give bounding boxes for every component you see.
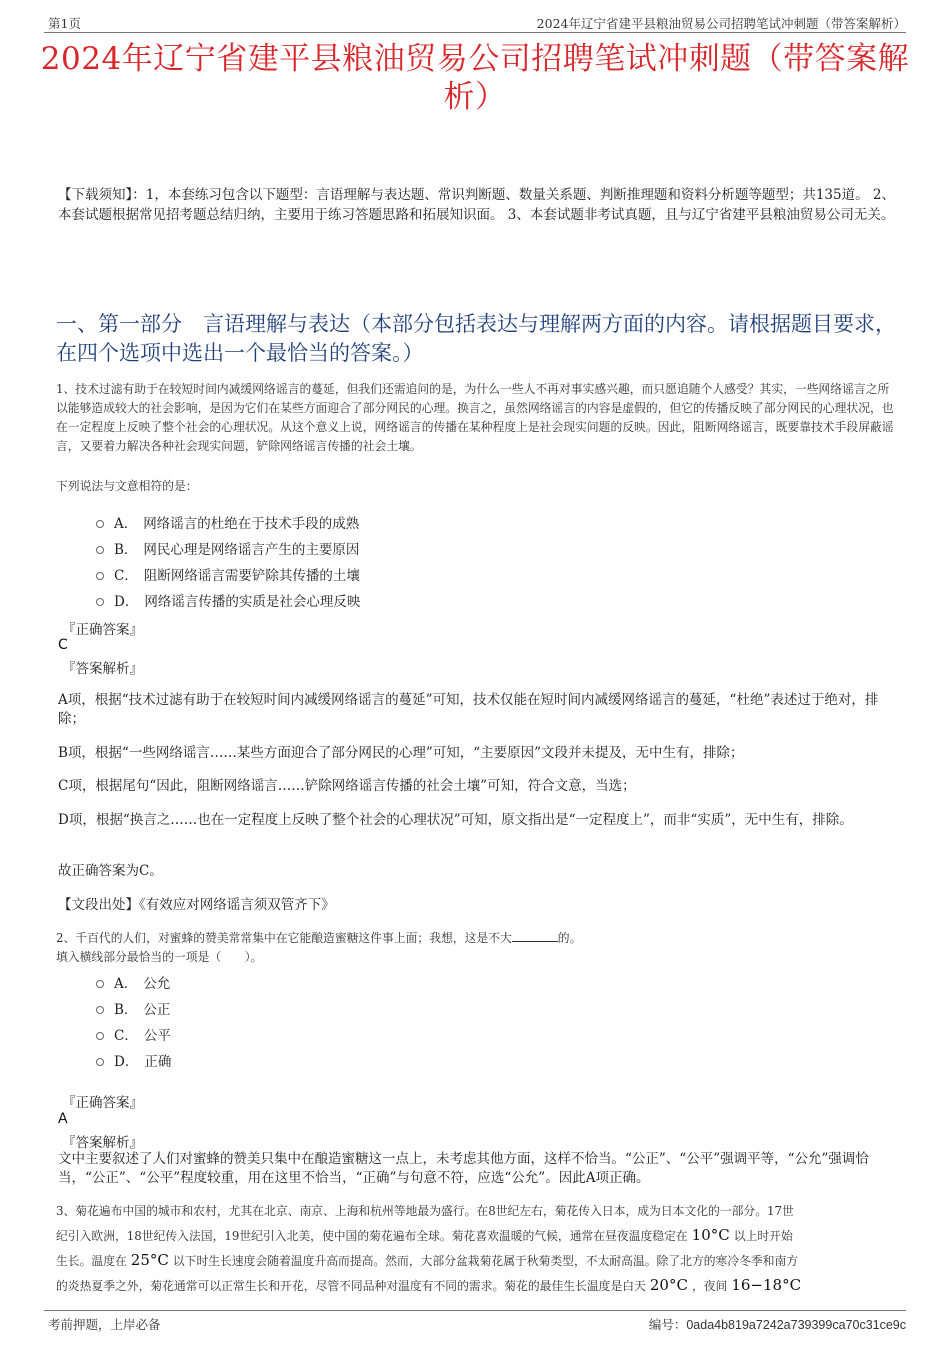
q3-line-3 [56, 1248, 901, 1273]
q3-line-4-mid: ，夜间 [691, 1279, 728, 1293]
q1-source: 【文段出处】《有效应对网络谣言须双管齐下》 [58, 897, 335, 913]
q2-text-before: 2、千百代的人们，对蜜蜂的赞美常常集中在它能酿造蜜糖这件事上面；我想，这是不大 [56, 931, 512, 945]
q2-stem [56, 929, 901, 948]
temp-16-18c: 16−18°C [731, 1276, 802, 1294]
q1-answer: C [58, 637, 68, 653]
q1-passage: 1、技术过滤有助于在较短时间内减缓网络谣言的蔓延，但我们还需追问的是，为什么一些人不再对事实感兴趣，而只愿追随个人感受？其实，一些网络谣言之所以能够造成较大的社会影响，是因为它们在某些方面迎合了部分网民的心理。换言之，虽然网络谣言的内容是虚假的，但它的传播反映了部分网民的心理状况，也在一定程度上反映了整个社会的心理状况。从这个意义上说，网络谣言的传播在某种程度上是社会现实问题的反映。因此，阻断网络谣言，既要靠技术手段屏蔽谣言，又要着力解决各种社会现实问题，铲除网络谣言传播的社会土壤。 [56, 382, 894, 453]
radio-icon[interactable] [96, 598, 104, 606]
q3-line-4 [56, 1273, 901, 1298]
header-doc-title: 2024年辽宁省建平县粮油贸易公司招聘笔试冲刺题（带答案解析） [536, 16, 906, 31]
q1-analysis-b: B项，根据“一些网络谣言……某些方面迎合了部分网民的心理”可知，“主要原因”文段并未提及，无中生有，排除； [58, 745, 744, 761]
option-letter: D． [114, 594, 139, 610]
q2-option-b[interactable] [96, 995, 171, 1021]
q2-text-after: 的。 [557, 931, 582, 945]
q2-options [96, 969, 171, 1073]
radio-icon[interactable] [96, 1032, 104, 1040]
q1-prompt: 下列说法与文意相符的是： [56, 479, 198, 493]
radio-icon[interactable] [96, 980, 104, 988]
option-text: 公正 [143, 1002, 171, 1018]
option-letter: A． [114, 516, 138, 532]
option-text: 网络谣言传播的实质是社会心理反映 [144, 594, 361, 610]
option-text: 网络谣言的杜绝在于技术手段的成熟 [143, 516, 360, 532]
q3-passage [56, 1199, 901, 1298]
option-text: 公平 [143, 1028, 171, 1044]
radio-icon[interactable] [96, 546, 104, 554]
header-divider [44, 32, 906, 33]
option-text: 公允 [143, 976, 171, 992]
q1-answer-label: 『正确答案』 [62, 622, 143, 638]
download-notice: 【下载须知】：1，本套练习包含以下题型：言语理解与表达题、常识判断题、数量关系题、判断推理题和资料分析题等题型；共135道。 2、本套试题根据常见招考题总结归纳，主要用于练习答题思路和拓展知识面。 3、本套试题非考试真题，且与辽宁省建平县粮油贸易公司无关。 [58, 187, 895, 223]
radio-icon[interactable] [96, 1058, 104, 1066]
footer-code [649, 1315, 906, 1333]
footer-divider [44, 1310, 906, 1311]
temp-10c: 10°C [691, 1226, 730, 1244]
q1-conclusion: 故正确答案为C。 [58, 863, 163, 879]
q3-line-2 [56, 1223, 901, 1248]
footer-code-label: 编号： [648, 1317, 687, 1332]
q1-analysis-a: A项，根据“技术过滤有助于在较短时间内减缓网络谣言的蔓延”可知，技术仅能在短时间内减缓网络谣言的蔓延，“杜绝”表述过于绝对，排除； [58, 692, 879, 727]
page-title: 2024年辽宁省建平县粮油贸易公司招聘笔试冲刺题（带答案解析） [40, 41, 910, 115]
q3-line-3-text: 以下时生长速度会随着温度升高而提高。然而，大部分盆栽菊花属于秋菊类型，不太耐高温。除了北方的寒冷冬季和南方 [172, 1254, 799, 1268]
option-text: 网民心理是网络谣言产生的主要原因 [143, 542, 360, 558]
radio-icon[interactable] [96, 520, 104, 528]
radio-icon[interactable] [96, 572, 104, 580]
q1-option-b[interactable] [96, 535, 360, 561]
radio-icon[interactable] [96, 1006, 104, 1014]
section-heading: 一、第一部分 言语理解与表达（本部分包括表达与理解两方面的内容。请根据题目要求，在四个选项中选出一个最恰当的答案。） [56, 312, 896, 365]
q3-line-4-text: 的炎热夏季之外，菊花通常可以正常生长和开花，尽管不同品种对温度有不同的需求。菊花的最佳生长温度是白天 [56, 1279, 646, 1293]
option-letter: B． [114, 1002, 138, 1018]
option-text: 正确 [144, 1054, 172, 1070]
q2-answer-label: 『正确答案』 [62, 1095, 143, 1111]
option-letter: B． [114, 542, 138, 558]
q2-option-d[interactable] [96, 1047, 171, 1073]
page-number: 第1页 [48, 16, 81, 31]
q3-line-2-text: 纪引入欧洲，18世纪传入法国，19世纪引入北美，使中国的菊花遍布全球。菊花喜欢温暖的气候，通常在昼夜温度稳定在 [56, 1229, 688, 1243]
q3-line-1: 3、菊花遍布中国的城市和农村，尤其在北京、南京、上海和杭州等地最为盛行。在8世纪左右，菊花传入日本，成为日本文化的一部分。17世 [56, 1204, 794, 1218]
option-letter: A． [114, 976, 138, 992]
option-letter: C． [114, 1028, 138, 1044]
option-letter: D． [114, 1054, 139, 1070]
fill-blank [512, 929, 558, 942]
temp-20c: 20°C [649, 1276, 688, 1294]
q1-analysis-d: D项，根据“换言之……也在一定程度上反映了整个社会的心理状况”可知，原文指出是“一定程度上”，而非“实质”，无中生有，排除。 [58, 812, 853, 828]
q2-prompt: 填入横线部分最恰当的一项是（ ）。 [56, 950, 263, 964]
q2-analysis-label: 『答案解析』 [62, 1135, 143, 1151]
q2-option-c[interactable] [96, 1021, 171, 1047]
q1-analysis-c: C项，根据尾句“因此，阻断网络谣言……铲除网络谣言传播的社会土壤”可知，符合文意，当选； [58, 778, 636, 794]
q1-options [96, 509, 360, 613]
q2-analysis: 文中主要叙述了人们对蜜蜂的赞美只集中在酿造蜜糖这一点上，未考虑其他方面，这样不恰当。“公正”、“公平”强调平等，“公允”强调恰当，“公正”、“公平”程度较重，用在这里不恰当，“正确”与句意不符，应选“公允”。因此A项正确。 [58, 1151, 869, 1186]
footer-slogan: 考前押题，上岸必备 [48, 1317, 161, 1332]
footer-code-value: 0ada4b819a7242a739399ca70c31ce9c [686, 1318, 906, 1332]
option-letter: C． [114, 568, 138, 584]
q1-option-a[interactable] [96, 509, 360, 535]
q1-option-d[interactable] [96, 587, 360, 613]
q3-line-2-tail: 以上时开始 [733, 1229, 793, 1243]
q2-answer: A [58, 1111, 68, 1127]
option-text: 阻断网络谣言需要铲除其传播的土壤 [143, 568, 360, 584]
temp-25c: 25°C [130, 1251, 169, 1269]
q2-option-a[interactable] [96, 969, 171, 995]
q1-analysis-label: 『答案解析』 [62, 661, 143, 677]
q3-line-3-head: 生长。温度在 [56, 1254, 127, 1268]
q1-option-c[interactable] [96, 561, 360, 587]
